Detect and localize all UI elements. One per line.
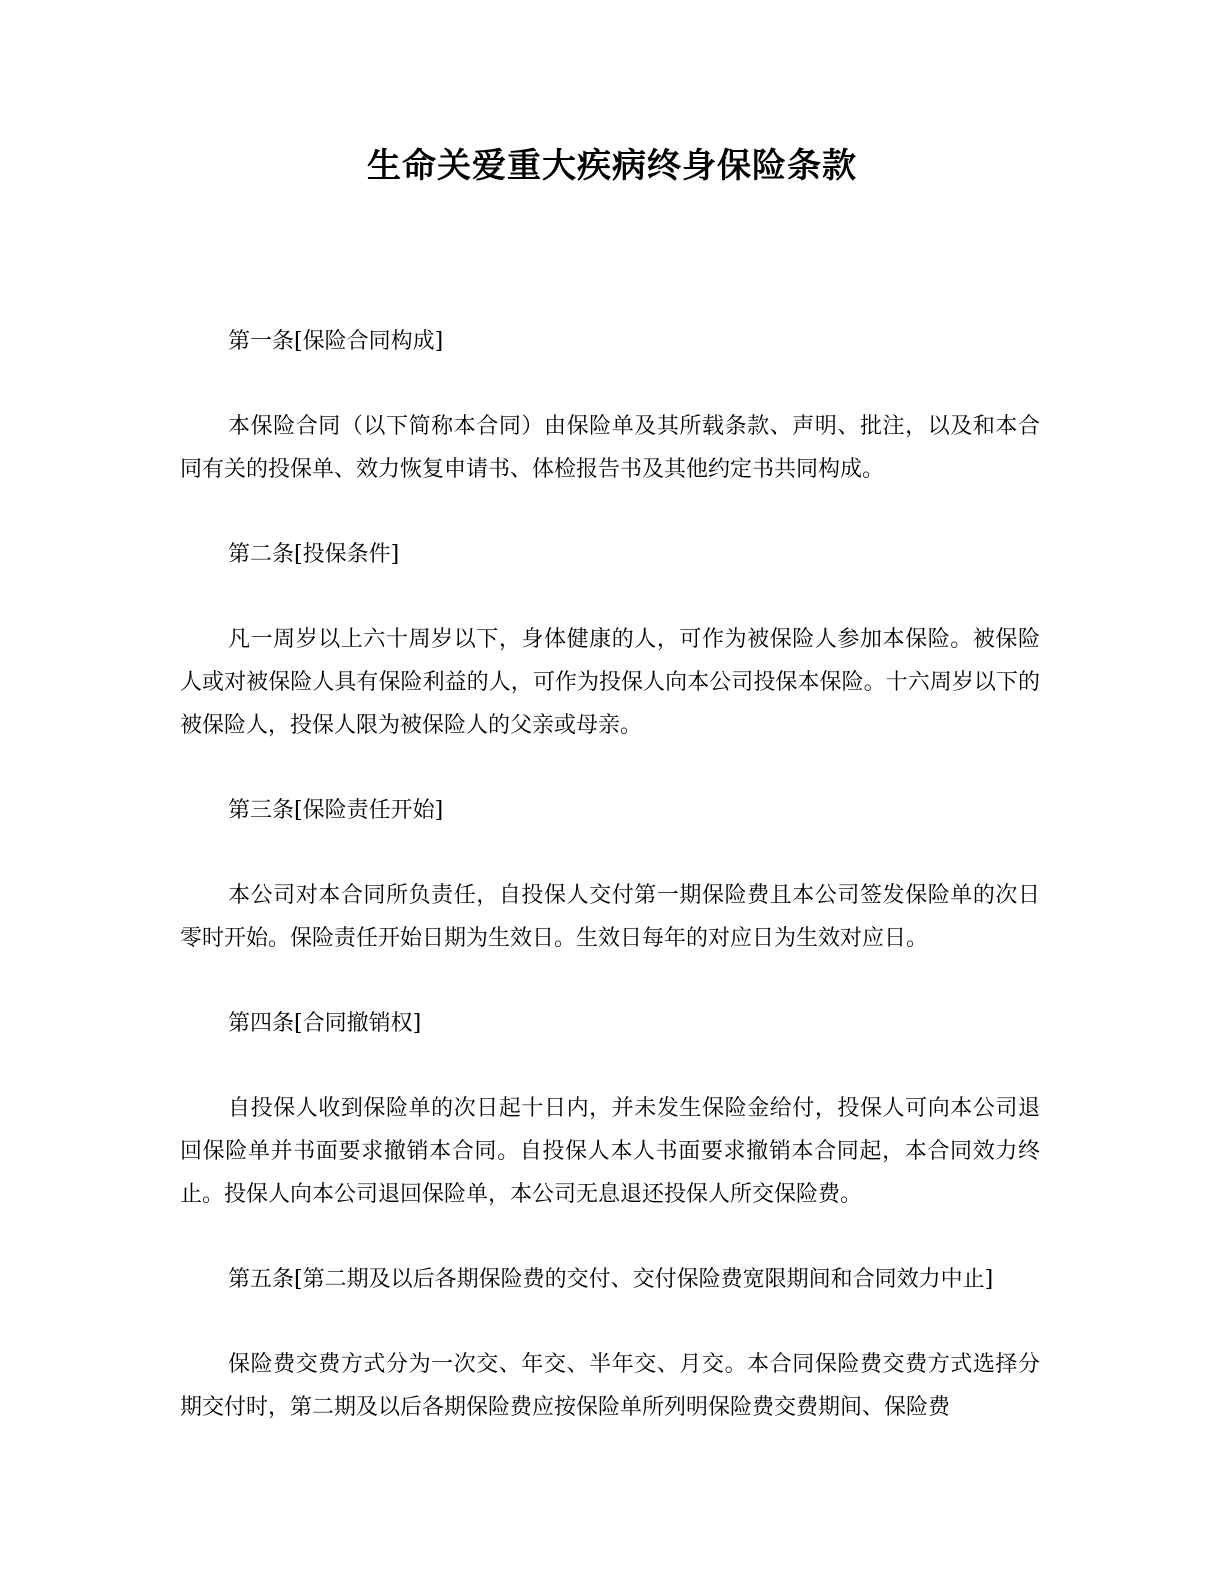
section-heading-5: 第五条[第二期及以后各期保险费的交付、交付保险费宽限期间和合同效力中止] (228, 1267, 994, 1292)
section-paragraph-5: 保险费交费方式分为一次交、年交、半年交、月交。本合同保险费交费方式选择分期交付时，第二期及以后各期保险费应按保险单所列明保险费交费期间、保险费 (180, 1352, 1040, 1420)
document-body (180, 320, 1040, 1471)
section-paragraph-1: 本保险合同（以下简称本合同）由保险单及其所载条款、声明、批注，以及和本合同有关的投保单、效力恢复申请书、体检报告书及其他约定书共同构成。 (180, 414, 1040, 482)
section-paragraph-2: 凡一周岁以上六十周岁以下，身体健康的人，可作为被保险人参加本保险。被保险人或对被保险人具有保险利益的人，可作为投保人向本公司投保本保险。十六周岁以下的被保险人，投保人限为被保险人的父亲或母亲。 (180, 627, 1040, 738)
section-paragraph-4: 自投保人收到保险单的次日起十日内，并未发生保险金给付，投保人可向本公司退回保险单并书面要求撤销本合同。自投保人本人书面要求撤销本合同起，本合同效力终止。投保人向本公司退回保险单，本公司无息退还投保人所交保险费。 (180, 1096, 1040, 1207)
section-heading-3: 第三条[保险责任开始] (228, 798, 444, 823)
section-heading-1: 第一条[保险合同构成] (228, 329, 444, 354)
section-paragraph-3: 本公司对本合同所负责任，自投保人交付第一期保险费且本公司签发保险单的次日零时开始。保险责任开始日期为生效日。生效日每年的对应日为生效对应日。 (180, 883, 1040, 951)
section-heading-4: 第四条[合同撤销权] (228, 1011, 422, 1036)
section-heading-2: 第二条[投保条件] (228, 542, 400, 567)
document-title: 生命关爱重大疾病终身保险条款 (367, 146, 857, 186)
